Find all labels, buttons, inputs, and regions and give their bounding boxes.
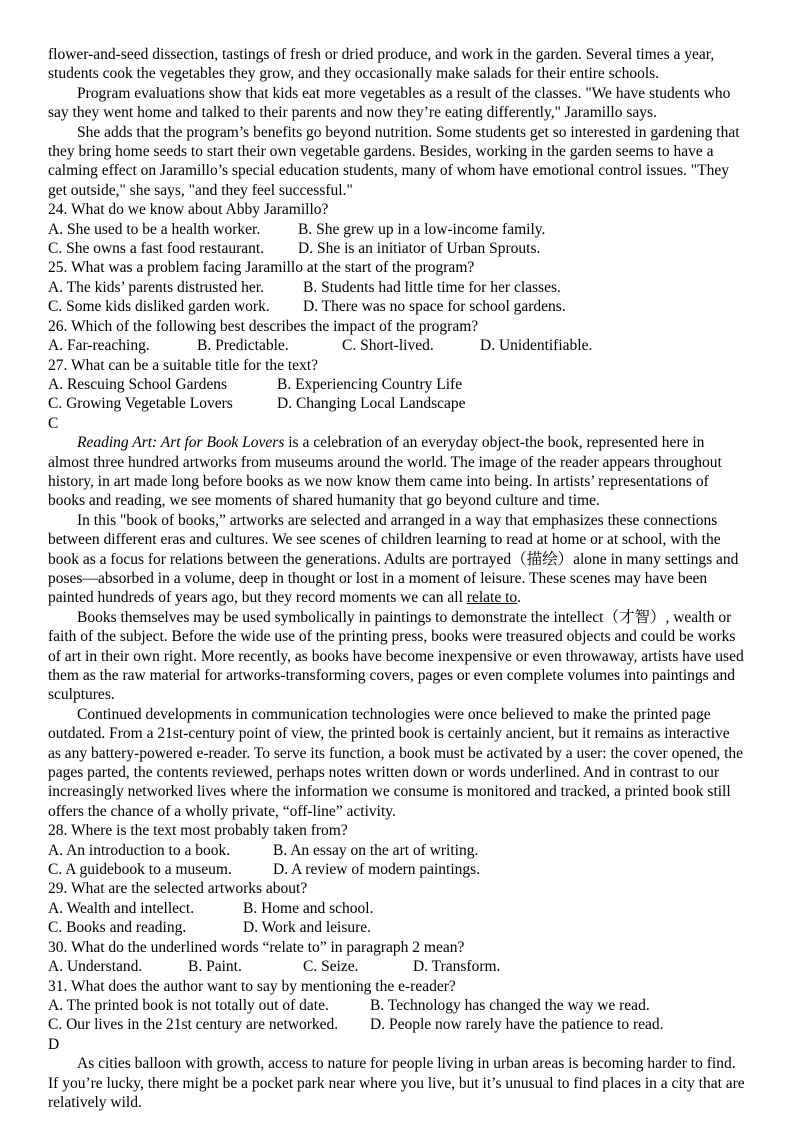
question-24-stem: 24. What do we know about Abby Jaramillo? bbox=[48, 201, 329, 219]
question-28-option-d: D. A review of modern paintings. bbox=[273, 861, 481, 879]
question-27-option-a: A. Rescuing School Gardens bbox=[48, 375, 228, 393]
question-27-option-d: D. Changing Local Landscape bbox=[277, 395, 466, 413]
question-24-option-b: B. She grew up in a low-income family. bbox=[298, 220, 546, 238]
question-29-stem: 29. What are the selected artworks about? bbox=[48, 880, 308, 898]
question-30-options-row bbox=[48, 957, 746, 976]
question-30-option-a: A. Understand. bbox=[48, 958, 143, 976]
question-24-options-row-2 bbox=[48, 239, 746, 258]
question-25-option-b: B. Students had little time for her classes. bbox=[303, 278, 561, 296]
question-28-option-c: C. A guidebook to a museum. bbox=[48, 861, 232, 879]
question-27-options-row-1 bbox=[48, 375, 746, 394]
question-24-option-d: D. She is an initiator of Urban Sprouts. bbox=[298, 240, 541, 258]
question-30-option-d: D. Transform. bbox=[413, 958, 501, 976]
question-25 bbox=[48, 258, 746, 316]
question-26-option-d: D. Unidentifiable. bbox=[480, 337, 593, 355]
question-30 bbox=[48, 938, 746, 977]
section-c-paragraph-2-text: In this "book of books,” artworks are selected and arranged in a way that emphasizes these connections between different eras and cultures. We see scenes of children learning to read at home or at school, with the book as a focus for relations between the generations. Adults are portrayed（描绘）alone in many settings and poses—absorbed in a volume, deep in thought or lost in a moment of leisure. These scenes may have been painted hundreds of years ago, but they record moments we can all bbox=[48, 511, 739, 607]
question-29 bbox=[48, 879, 746, 937]
question-26-stem: 26. Which of the following best describes the impact of the program? bbox=[48, 317, 479, 335]
question-30-option-b: B. Paint. bbox=[188, 958, 242, 976]
question-25-stem: 25. What was a problem facing Jaramillo at the start of the program? bbox=[48, 259, 475, 277]
question-29-option-d: D. Work and leisure. bbox=[243, 919, 372, 937]
question-31-option-b: B. Technology has changed the way we read. bbox=[370, 996, 650, 1014]
question-26 bbox=[48, 317, 746, 356]
question-24-option-c: C. She owns a fast food restaurant. bbox=[48, 240, 265, 258]
question-31-option-c: C. Our lives in the 21st century are networked. bbox=[48, 1016, 339, 1034]
question-28 bbox=[48, 821, 746, 879]
section-c-heading: C bbox=[48, 414, 59, 432]
question-28-options-row-1 bbox=[48, 841, 746, 860]
question-25-options-row-2 bbox=[48, 297, 746, 316]
question-30-stem: 30. What do the underlined words “relate to” in paragraph 2 mean? bbox=[48, 938, 465, 956]
section-c-paragraph-3: Books themselves may be used symbolically in paintings to demonstrate the intellect（才智）, wealth or faith of the subject. Before the wide use of the printing press, books were treasured objects and could be works of art in their own right. More recently, as books have become inexpensive or even throwaway, artists have used them as the raw material for artworks-transforming covers, pages or even complete volumes into paintings and sculptures. bbox=[48, 608, 744, 704]
question-31-option-d: D. People now rarely have the patience to read. bbox=[370, 1016, 664, 1034]
question-25-option-d: D. There was no space for school gardens. bbox=[303, 298, 566, 316]
section-c-paragraph-2-end: . bbox=[517, 589, 522, 607]
question-29-option-a: A. Wealth and intellect. bbox=[48, 899, 195, 917]
question-31 bbox=[48, 977, 746, 1035]
section-d-heading: D bbox=[48, 1035, 60, 1053]
passage-b-paragraph-1: flower-and-seed dissection, tastings of fresh or dried produce, and work in the garden. Several times a year, students cook the vegetables they grow, and they occasionally make salads for their entire schools. bbox=[48, 46, 715, 83]
question-31-option-a: A. The printed book is not totally out of date. bbox=[48, 996, 329, 1014]
question-25-options-row-1 bbox=[48, 278, 746, 297]
question-25-option-a: A. The kids’ parents distrusted her. bbox=[48, 278, 264, 296]
question-27-option-b: B. Experiencing Country Life bbox=[277, 375, 463, 393]
question-24 bbox=[48, 200, 746, 258]
question-24-option-a: A. She used to be a health worker. bbox=[48, 220, 261, 238]
book-title-italic: Reading Art: Art for Book Lovers bbox=[77, 434, 285, 452]
question-31-options-row-2 bbox=[48, 1015, 746, 1034]
section-c-paragraph-1 bbox=[48, 433, 746, 511]
question-29-options-row-2 bbox=[48, 918, 746, 937]
question-27 bbox=[48, 356, 746, 414]
section-c-paragraph-4: Continued developments in communication technologies were once believed to make the printed page outdated. From a 21st-century point of view, the printed book is certainly ancient, but it remains as interactive as any battery-powered e-reader. To serve its function, a book must be activated by a user: the cover opened, the pages parted, the contents reviewed, perhaps notes written down or words underlined. And in contrast to our increasingly networked lives where the information we consume is monitored and tracked, a printed book still offers the chance of a wholly private, “off-line” activity. bbox=[48, 705, 744, 820]
question-26-option-a: A. Far-reaching. bbox=[48, 337, 150, 355]
question-25-option-c: C. Some kids disliked garden work. bbox=[48, 298, 270, 316]
question-28-option-a: A. An introduction to a book. bbox=[48, 841, 231, 859]
question-27-option-c: C. Growing Vegetable Lovers bbox=[48, 395, 233, 413]
question-29-option-b: B. Home and school. bbox=[243, 899, 374, 917]
question-28-options-row-2 bbox=[48, 860, 746, 879]
question-31-stem: 31. What does the author want to say by mentioning the e-reader? bbox=[48, 977, 456, 995]
question-27-stem: 27. What can be a suitable title for the text? bbox=[48, 356, 319, 374]
question-29-option-c: C. Books and reading. bbox=[48, 919, 187, 937]
underlined-phrase-relate-to: relate to bbox=[466, 589, 518, 607]
question-26-options-row bbox=[48, 336, 746, 355]
question-28-stem: 28. Where is the text most probably taken from? bbox=[48, 822, 348, 840]
question-26-option-c: C. Short-lived. bbox=[342, 337, 434, 355]
passage-b-paragraph-2: Program evaluations show that kids eat more vegetables as a result of the classes. "We have students who say they went home and talked to their parents and now they’re eating differently," Jaramillo says. bbox=[48, 84, 731, 122]
section-c-paragraph-2 bbox=[48, 511, 746, 608]
section-c-paragraph-1-text: is a celebration of an everyday object-the book, represented here in almost three hundred artworks from museums around the world. The image of the reader appears throughout history, in art made long before books as we now know them came into being. In artists’ representations of books and reading, we see moments of shared humanity that go beyond culture and time. bbox=[48, 434, 722, 510]
passage-b-paragraph-3: She adds that the program’s benefits go beyond nutrition. Some students get so interested in gardening that they bring home seeds to start their own vegetable gardens. Besides, working in the garden seems to have a calming effect on Jaramillo’s special education students, many of whom have emotional control issues. "They get outside," she says, "and they feel successful." bbox=[48, 123, 740, 199]
question-30-option-c: C. Seize. bbox=[303, 958, 359, 976]
question-31-options-row-1 bbox=[48, 996, 746, 1015]
question-24-options-row-1 bbox=[48, 220, 746, 239]
question-26-option-b: B. Predictable. bbox=[197, 337, 289, 355]
question-29-options-row-1 bbox=[48, 899, 746, 918]
question-28-option-b: B. An essay on the art of writing. bbox=[273, 841, 479, 859]
question-27-options-row-2 bbox=[48, 394, 746, 413]
section-d-paragraph-1: As cities balloon with growth, access to nature for people living in urban areas is becoming harder to find. If you’re lucky, there might be a pocket park near where you live, but it’s unusual to find places in a city that are relatively wild. bbox=[48, 1055, 745, 1111]
